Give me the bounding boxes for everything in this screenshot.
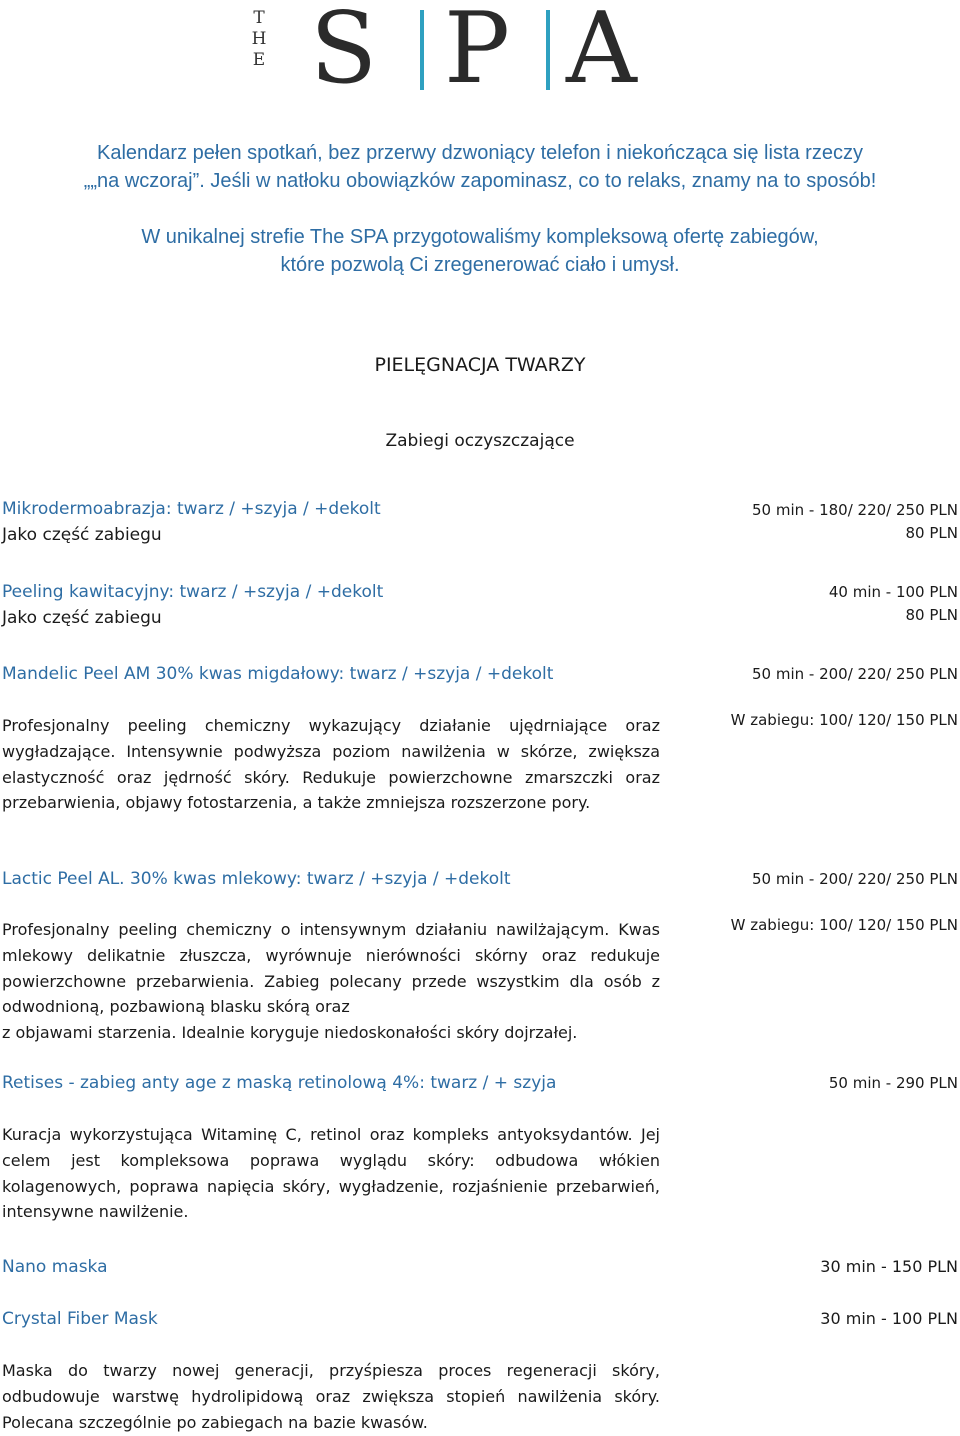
intro-paragraph-2 [0, 223, 960, 279]
logo-the-letter: H [251, 29, 267, 49]
treatment-name: Nano maska [2, 1257, 108, 1277]
intro-line: „„na wczoraj”. Jeśli w natłoku obowiązków zapominasz, co to relaks, znamy na to sposób! [83, 170, 877, 192]
treatment-name: Retises - zabieg anty age z maską retinolową 4%: twarz / + szyja [2, 1073, 557, 1093]
treatment-note: Jako część zabiegu [2, 608, 162, 628]
treatment-price: 50 min - 290 PLN [828, 1074, 958, 1092]
treatment-description [2, 1122, 660, 1225]
treatment-name: Mikrodermoabrazja: twarz / +szyja / +dekolt [2, 499, 381, 519]
logo-letter-s: S [310, 0, 378, 106]
treatment-price-addon: W zabiegu: 100/ 120/ 150 PLN [730, 916, 958, 934]
logo-the-vertical [250, 8, 268, 71]
treatment-description [2, 713, 660, 816]
description-text: z objawami starzenia. Idealnie koryguje niedoskonałości skóry dojrzałej. [2, 1023, 578, 1043]
treatment-name: Crystal Fiber Mask [2, 1309, 158, 1329]
treatment-price-addon: W zabiegu: 100/ 120/ 150 PLN [730, 711, 958, 729]
section-title: PIELĘGNACJA TWARZY [374, 354, 586, 376]
treatment-price-addon: 80 PLN [905, 606, 958, 624]
treatment-name: Mandelic Peel AM 30% kwas migdałowy: twarz / +szyja / +dekolt [2, 664, 554, 684]
intro-line: W unikalnej strefie The SPA przygotowaliśmy kompleksową ofertę zabiegów, [141, 226, 819, 248]
treatment-price: 30 min - 100 PLN [820, 1309, 958, 1328]
treatment-price: 50 min - 200/ 220/ 250 PLN [751, 870, 958, 888]
treatment-price: 50 min - 180/ 220/ 250 PLN [751, 501, 958, 519]
logo-letter-p: P [444, 0, 510, 106]
logo-divider [420, 10, 424, 90]
spa-logo [244, 0, 674, 106]
intro-paragraph-1 [0, 139, 960, 195]
logo-the-letter: E [252, 50, 266, 70]
logo-divider [546, 10, 550, 90]
logo-letter-a: A [566, 0, 637, 106]
treatment-price: 40 min - 100 PLN [828, 583, 958, 601]
treatment-name: Lactic Peel AL. 30% kwas mlekowy: twarz / +szyja / +dekolt [2, 869, 511, 889]
intro-line: Kalendarz pełen spotkań, bez przerwy dzwoniący telefon i niekończąca się lista rzeczy [97, 142, 863, 164]
logo-the-letter: T [253, 8, 265, 28]
section-subtitle: Zabiegi oczyszczające [385, 431, 575, 451]
description-text: Profesjonalny peeling chemiczny wykazujący działanie ujędrniające oraz wygładzające. Intensywnie podwyższa poziom nawilżenia w skórze, zwiększa elastyczność oraz jędrność skóry. Redukuje powierzchowne zmarszczki oraz przebarwienia, objawy fotostarzenia, a także zmniejsza rozszerzone pory. [2, 716, 660, 813]
intro-line: które pozwolą Ci zregenerować ciało i umysł. [280, 254, 680, 276]
description-text: Profesjonalny peeling chemiczny o intensywnym działaniu nawilżającym. Kwas mlekowy delikatnie złuszcza, wyrównuje nierówności skórny oraz redukuje powierzchowne przebarwienia. Zabieg polecany przede wszystkim dla osób z odwodnioną, pozbawioną blasku skórą oraz [2, 920, 660, 1017]
treatment-description [2, 1358, 660, 1435]
treatment-note: Jako część zabiegu [2, 525, 162, 545]
treatment-price-addon: 80 PLN [905, 524, 958, 542]
description-text: Maska do twarzy nowej generacji, przyśpiesza proces regeneracji skóry, odbudowuje warstwę hydrolipidową oraz zwiększa stopień nawilżenia skóry. Polecana szczególnie po zabiegach na bazie kwasów. [2, 1361, 660, 1432]
description-text: Kuracja wykorzystująca Witaminę C, retinol oraz kompleks antyoksydantów. Jej celem jest kompleksowa poprawa wyglądu skóry: odbudowa włókien kolagenowych, poprawa napięcia skóry, wygładzenie, rozjaśnienie przebarwień, intensywne nawilżenie. [2, 1125, 660, 1222]
treatment-description [2, 917, 660, 1046]
treatment-price: 30 min - 150 PLN [820, 1257, 958, 1276]
treatment-price: 50 min - 200/ 220/ 250 PLN [751, 665, 958, 683]
treatment-name: Peeling kawitacyjny: twarz / +szyja / +dekolt [2, 582, 384, 602]
